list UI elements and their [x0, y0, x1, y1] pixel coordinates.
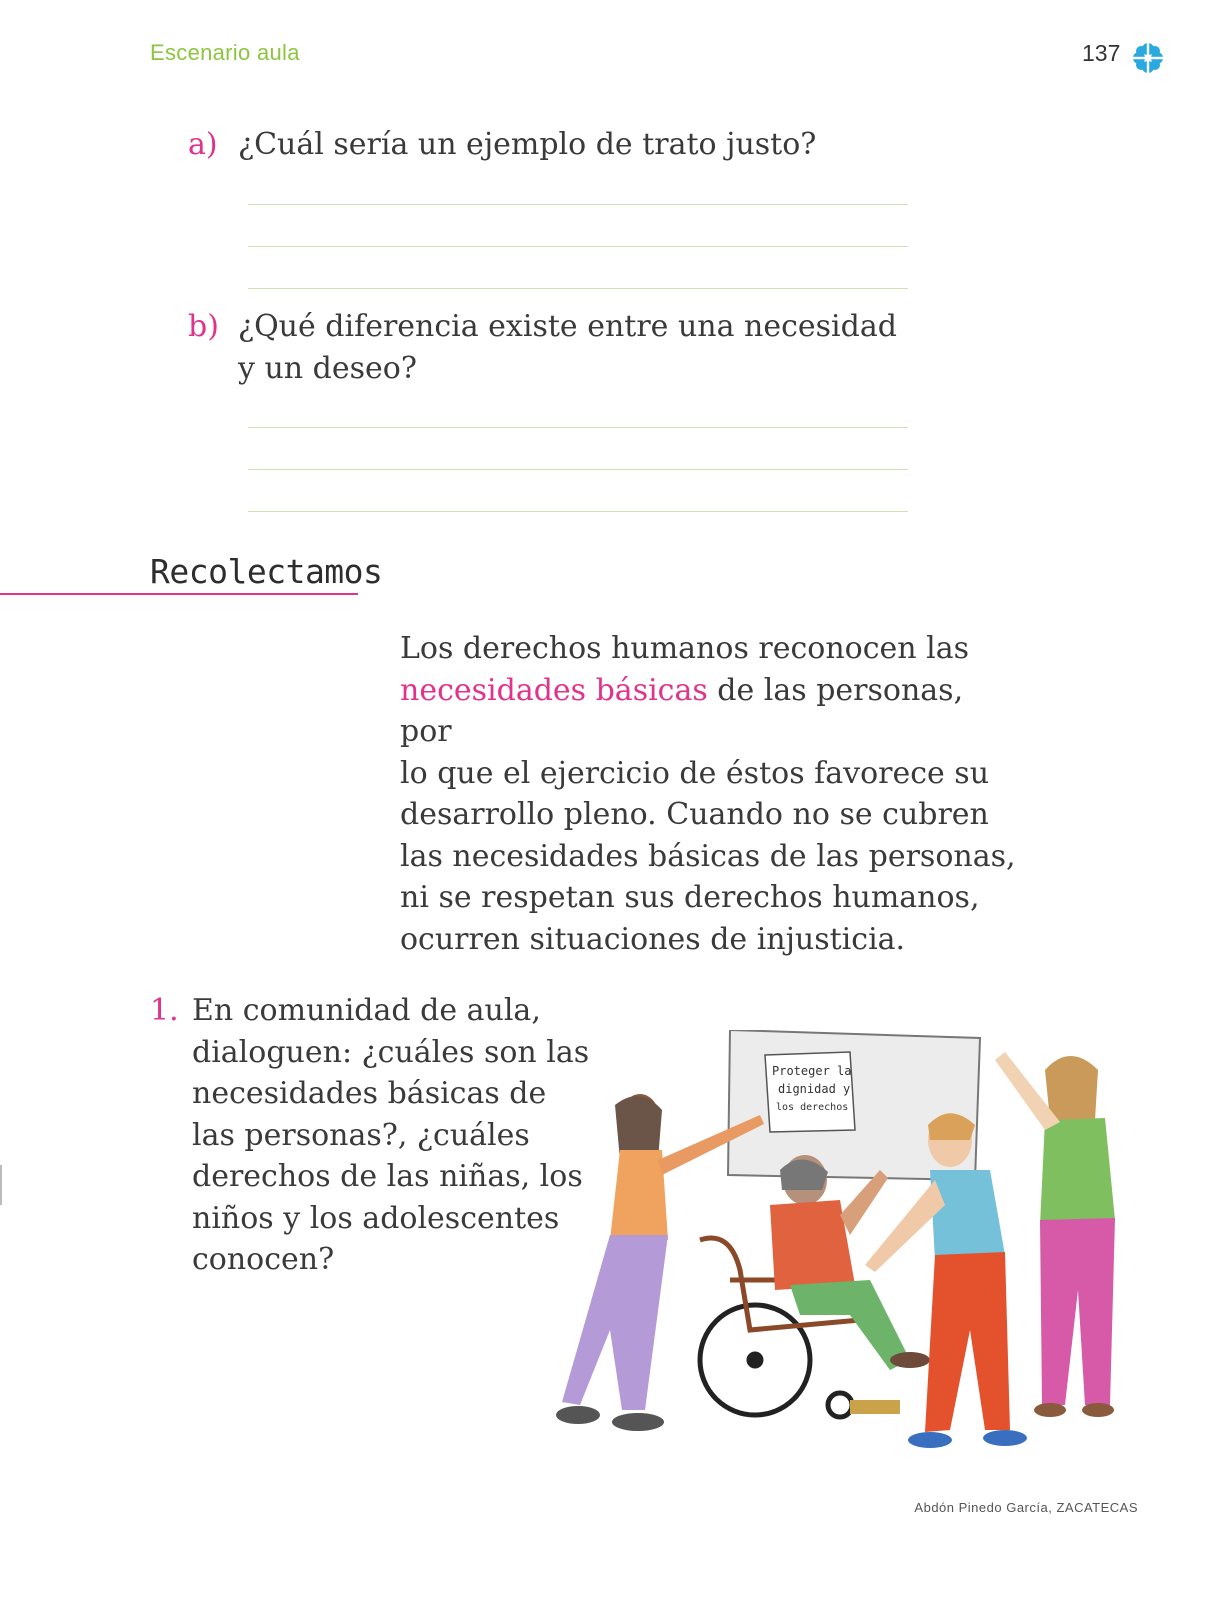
paragraph-line-rest: de las personas, por	[400, 672, 964, 749]
sign-text-line3: los derechos	[776, 1102, 849, 1113]
person-wheelchair	[770, 1155, 930, 1414]
question-a-letter: a)	[188, 127, 218, 162]
activity-line: las personas?, ¿cuáles	[192, 1117, 530, 1153]
paragraph-line: desarrollo pleno. Cuando no se cubren	[400, 797, 989, 832]
question-b-letter: b)	[188, 309, 219, 344]
question-b-text: ¿Qué diferencia existe entre una necesidad	[238, 309, 897, 344]
paragraph-line: Los derechos humanos reconocen las	[400, 631, 970, 666]
activity-line: conocen?	[192, 1242, 335, 1277]
answer-line[interactable]	[248, 469, 908, 470]
highlight-term: necesidades básicas	[400, 672, 708, 708]
answer-line[interactable]	[248, 246, 908, 247]
page-number: 137	[1082, 40, 1121, 66]
person-far-right	[995, 1052, 1115, 1417]
activity-line: niños y los adolescentes	[192, 1200, 560, 1236]
illustration-credit: Abdón Pinedo García, ZACATECAS	[914, 1500, 1138, 1515]
question-a-text: ¿Cuál sería un ejemplo de trato justo?	[238, 127, 817, 162]
sign-text-line2: dignidad y	[778, 1082, 851, 1096]
paragraph-line: las necesidades básicas de las personas,	[400, 838, 1016, 874]
paragraph-line: ni se respetan sus derechos humanos,	[400, 880, 980, 915]
sign-text-line1: Proteger la	[772, 1064, 852, 1078]
side-mark	[0, 1165, 2, 1205]
activity-number: 1.	[150, 993, 179, 1028]
section-rule	[0, 593, 358, 595]
section-title: Recolectamos	[150, 552, 383, 591]
activity-line: derechos de las niñas, los	[192, 1159, 583, 1194]
question-b-text-line2: y un deseo?	[238, 351, 417, 386]
answer-line[interactable]	[248, 511, 908, 512]
answer-line[interactable]	[248, 288, 908, 289]
answer-line[interactable]	[248, 427, 908, 428]
flower-logo-icon	[1128, 38, 1168, 78]
activity-line: necesidades básicas de	[192, 1076, 547, 1111]
paragraph-line	[400, 670, 1020, 753]
section-label: Escenario aula	[150, 40, 300, 65]
illustration-people-wheelchair	[550, 1030, 1150, 1480]
paragraph-line: ocurren situaciones de injusticia.	[400, 921, 906, 957]
answer-line[interactable]	[248, 204, 908, 205]
activity-line: dialoguen: ¿cuáles son las	[192, 1034, 590, 1070]
activity-line: En comunidad de aula,	[192, 993, 541, 1028]
activity-text	[192, 990, 602, 1281]
intro-paragraph	[400, 628, 1020, 960]
paragraph-line: lo que el ejercicio de éstos favorece su	[400, 755, 990, 791]
